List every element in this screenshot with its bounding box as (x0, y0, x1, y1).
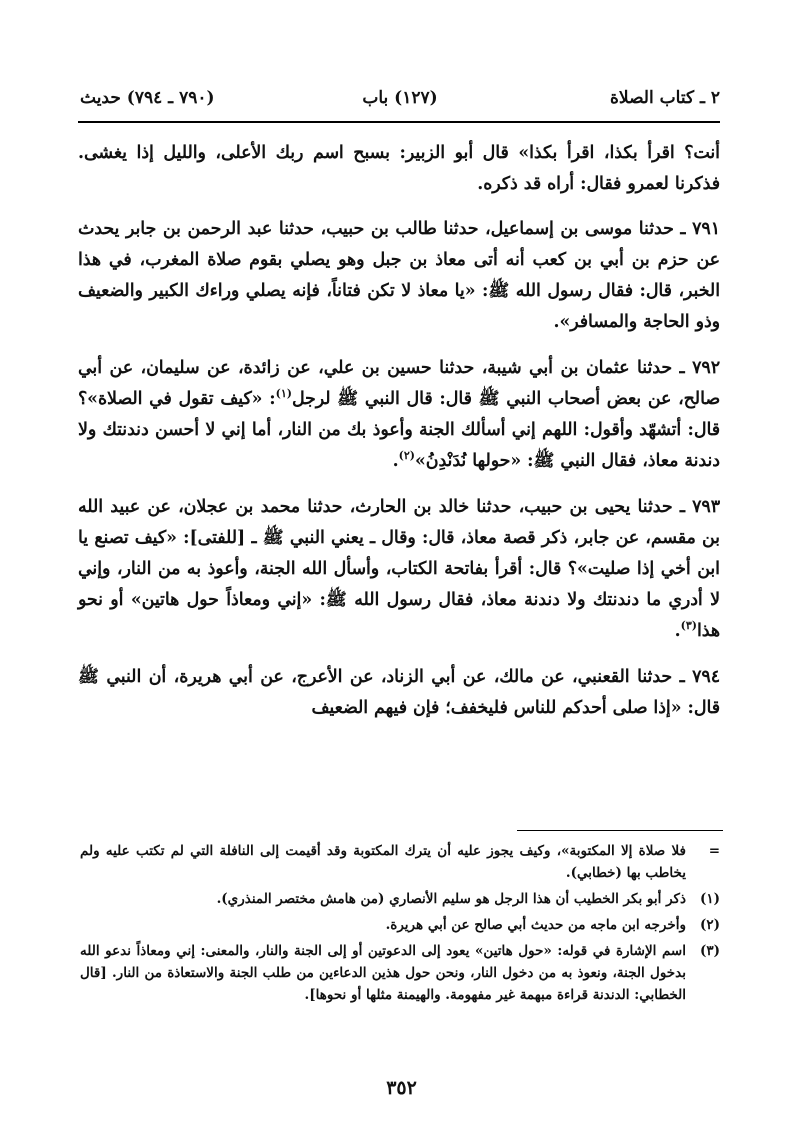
footnote-continued (80, 840, 720, 884)
footnote-ref: (١) (275, 387, 292, 401)
hadith-text: ـ حدثنا القعنبي، عن مالك، عن أبي الزناد، عن الأعرج، عن أبي هريرة، أن النبي ﷺ قال: «إذا صلى أحدكم للناس فليخفف؛ فإن فيهم الضعيف (78, 667, 720, 718)
footnote-ref: (٢) (398, 449, 415, 463)
footnote-marker: (٣) (699, 943, 720, 959)
footnote-2 (80, 914, 720, 936)
footnote-text: وأخرجه ابن ماجه من حديث أبي صالح عن أبي هريرة. (385, 917, 686, 933)
hadith-792 (78, 353, 720, 477)
hadith-text: ـ حدثنا يحيى بن حبيب، حدثنا خالد بن الحارث، حدثنا محمد بن عجلان، عن عبيد الله بن مقسم، عن جابر، ذكر قصة معاذ، قال: وقال ـ يعني النبي ﷺ ـ [للفتى]: «كيف تصنع يا ابن أخي إذا صليت»؟ قال: أقرأ بفاتحة الكتاب، وأسأل الله الجنة، وأعوذ به من النار، وإني لا أدري ما دندنتك ولا دندنة معاذ، فقال رسول الله ﷺ: «إني ومعاذاً حول هاتين» أو نحو هذا (78, 497, 720, 641)
hadith-text: : «كيف تقول في الصلاة»؟ قال: أتشهّد وأقول: اللهم إني أسألك الجنة وأعوذ بك من النار، أما إني لا أحسن دندنتك ولا دندنة معاذ، فقال النبي ﷺ: «حولها نُدَنْدِنُ» (78, 389, 720, 471)
hadith-text: ـ حدثنا موسى بن إسماعيل، حدثنا طالب بن حبيب، حدثنا عبد الرحمن بن جابر يحدث عن حزم بن أبي بن كعب أنه أتى معاذ بن جبل وهو يصلي بقوم صلاة المغرب، في هذا الخبر، قال: فقال رسول الله ﷺ: «يا معاذ لا تكن فتاناً، فإنه يصلي وراءك الكبير والضعيف وذو الحاجة والمسافر». (78, 219, 720, 332)
hadith-794 (78, 662, 720, 724)
header-divider (78, 121, 720, 123)
hadith-text: ـ حدثنا عثمان بن أبي شيبة، حدثنا حسين بن علي، عن زائدة، عن سليمان، عن أبي صالح، عن بعض أصحاب النبي ﷺ قال: قال النبي ﷺ لرجل (78, 358, 721, 409)
footnote-text: فلا صلاة إلا المكتوبة»، وكيف يجوز عليه أن يترك المكتوبة وقد أقيمت إلى النافلة التي لم تكتب عليه ولم يخاطب بها (خطابي). (80, 843, 686, 881)
page-number: ٣٥٢ (386, 1077, 417, 1099)
hadith-793 (78, 492, 720, 647)
footnotes (80, 840, 720, 1010)
footnote-divider (517, 830, 723, 831)
hadith-791 (78, 214, 720, 338)
footnote-text: ذكر أبو بكر الخطيب أن هذا الرجل هو سليم الأنصاري (من هامش مختصر المنذري). (216, 891, 686, 907)
hadith-number: ٧٩٣ (692, 497, 720, 517)
footnote-marker: (١) (699, 891, 720, 907)
footnote-text: اسم الإشارة في قوله: «حول هاتين» يعود إلى الدعوتين أو إلى الجنة والنار، والمعنى: إني ومعاذاً ندعو الله بدخول الجنة، ونعوذ به من دخول النار، ونحن حول هذين الدعاءين من طلب الجنة والاستعاذة من النار. [قال الخطابي: الدندنة قراءة مبهمة غير مفهومة. والهيمنة مثلها أو نحوها]. (80, 943, 686, 1003)
continued-paragraph: أنت؟ اقرأ بكذا، اقرأ بكذا» قال أبو الزبير: بسبح اسم ربك الأعلى، والليل إذا يغشى. فذكرنا لعمرو فقال: أراه قد ذكره. (78, 143, 720, 194)
footnote-marker: (٢) (699, 917, 720, 933)
footnote-ref: (٣) (680, 619, 697, 633)
running-header (80, 82, 720, 118)
hadith-number: ٧٩٢ (692, 358, 720, 378)
hadith-number: ٧٩٤ (692, 667, 720, 687)
footnote-1 (80, 888, 720, 910)
hadith-text: . (674, 621, 681, 641)
hadith-text: . (392, 451, 399, 471)
header-hadith-range: (٧٩٠ ـ ٧٩٤) حديث (80, 88, 215, 108)
hadith-number: ٧٩١ (692, 219, 720, 239)
header-book-title: ٢ ـ كتاب الصلاة (610, 88, 720, 108)
header-chapter: (١٢٧) باب (362, 88, 438, 108)
footnote-marker: = (708, 843, 720, 859)
main-text (78, 138, 720, 739)
footnote-3 (80, 940, 720, 1006)
